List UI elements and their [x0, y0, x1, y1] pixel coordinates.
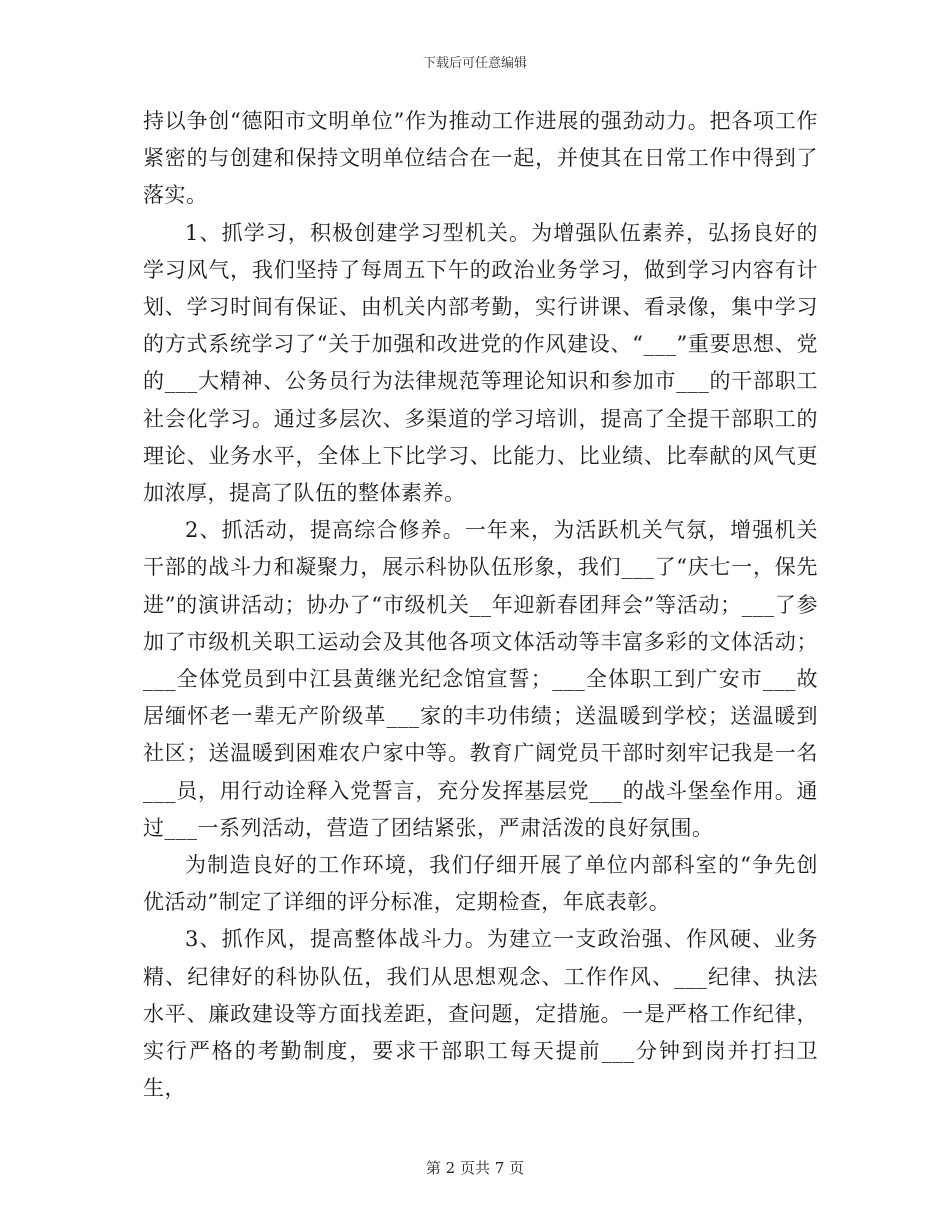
paragraph-environment: 为制造良好的工作环境，我们仔细开展了单位内部科室的“争先创优活动”制定了详细的评分标准，定期检查，年底表彰。 — [143, 853, 818, 915]
page-header: 下载后可任意编辑 — [422, 56, 527, 71]
paragraph-activities: 2、抓活动，提高综合修养。一年来，为活跃机关气氛，增强机关干部的战斗力和凝聚力，展示科协队伍形象，我们___了“庆七一，保先进”的演讲活动；协办了“市级机关__年迎新春团拜会”等活动；___了参加了市级机关职工运动会及其他各项文体活动等丰富多彩的文体活动；___全体党员到中江县黄继光纪念馆宣誓；___全体职工到广安市___故居缅怀老一辈无产阶级革___家的丰功伟绩；送温暖到学校；送温暖到社区；送温暖到困难农户家中等。教育广阔党员干部时刻牢记我是一名___员，用行动诠释入党誓言，充分发挥基层党___的战斗堡垒作用。通过___一系列活动，营造了团结紧张，严肃活泼的良好氛围。 — [143, 518, 818, 840]
paragraph-study: 1、抓学习，积极创建学习型机关。为增强队伍素养，弘扬良好的学习风气，我们坚持了每周五下午的政治业务学习，做到学习内容有计划、学习时间有保证、由机关内部考勤，实行讲课、看录像，集中学习的方式系统学习了“关于加强和改进党的作风建设、“___”重要思想、党的___大精神、公务员行为法律规范等理论知识和参加市___的干部职工社会化学习。通过多层次、多渠道的学习培训，提高了全提干部职工的理论、业务水平，全体上下比学习、比能力、比业绩、比奉献的风气更加浓厚，提高了队伍的整体素养。 — [143, 220, 818, 506]
paragraph-work-style: 3、抓作风，提高整体战斗力。为建立一支政治强、作风硬、业务精、纪律好的科协队伍，我们从思想观念、工作作风、___纪律、执法水平、廉政建设等方面找差距，查问题，定措施。一是严格工作纪律，实行严格的考勤制度，要求干部职工每天提前___分钟到岗并打扫卫生， — [143, 927, 818, 1101]
page-footer: 第 2 页共 7 页 — [425, 1159, 525, 1177]
document-body — [143, 103, 818, 1107]
paragraph-continuation: 持以争创“德阳市文明单位”作为推动工作进展的强劲动力。把各项工作紧密的与创建和保持文明单位结合在一起，并使其在日常工作中得到了落实。 — [143, 109, 818, 208]
